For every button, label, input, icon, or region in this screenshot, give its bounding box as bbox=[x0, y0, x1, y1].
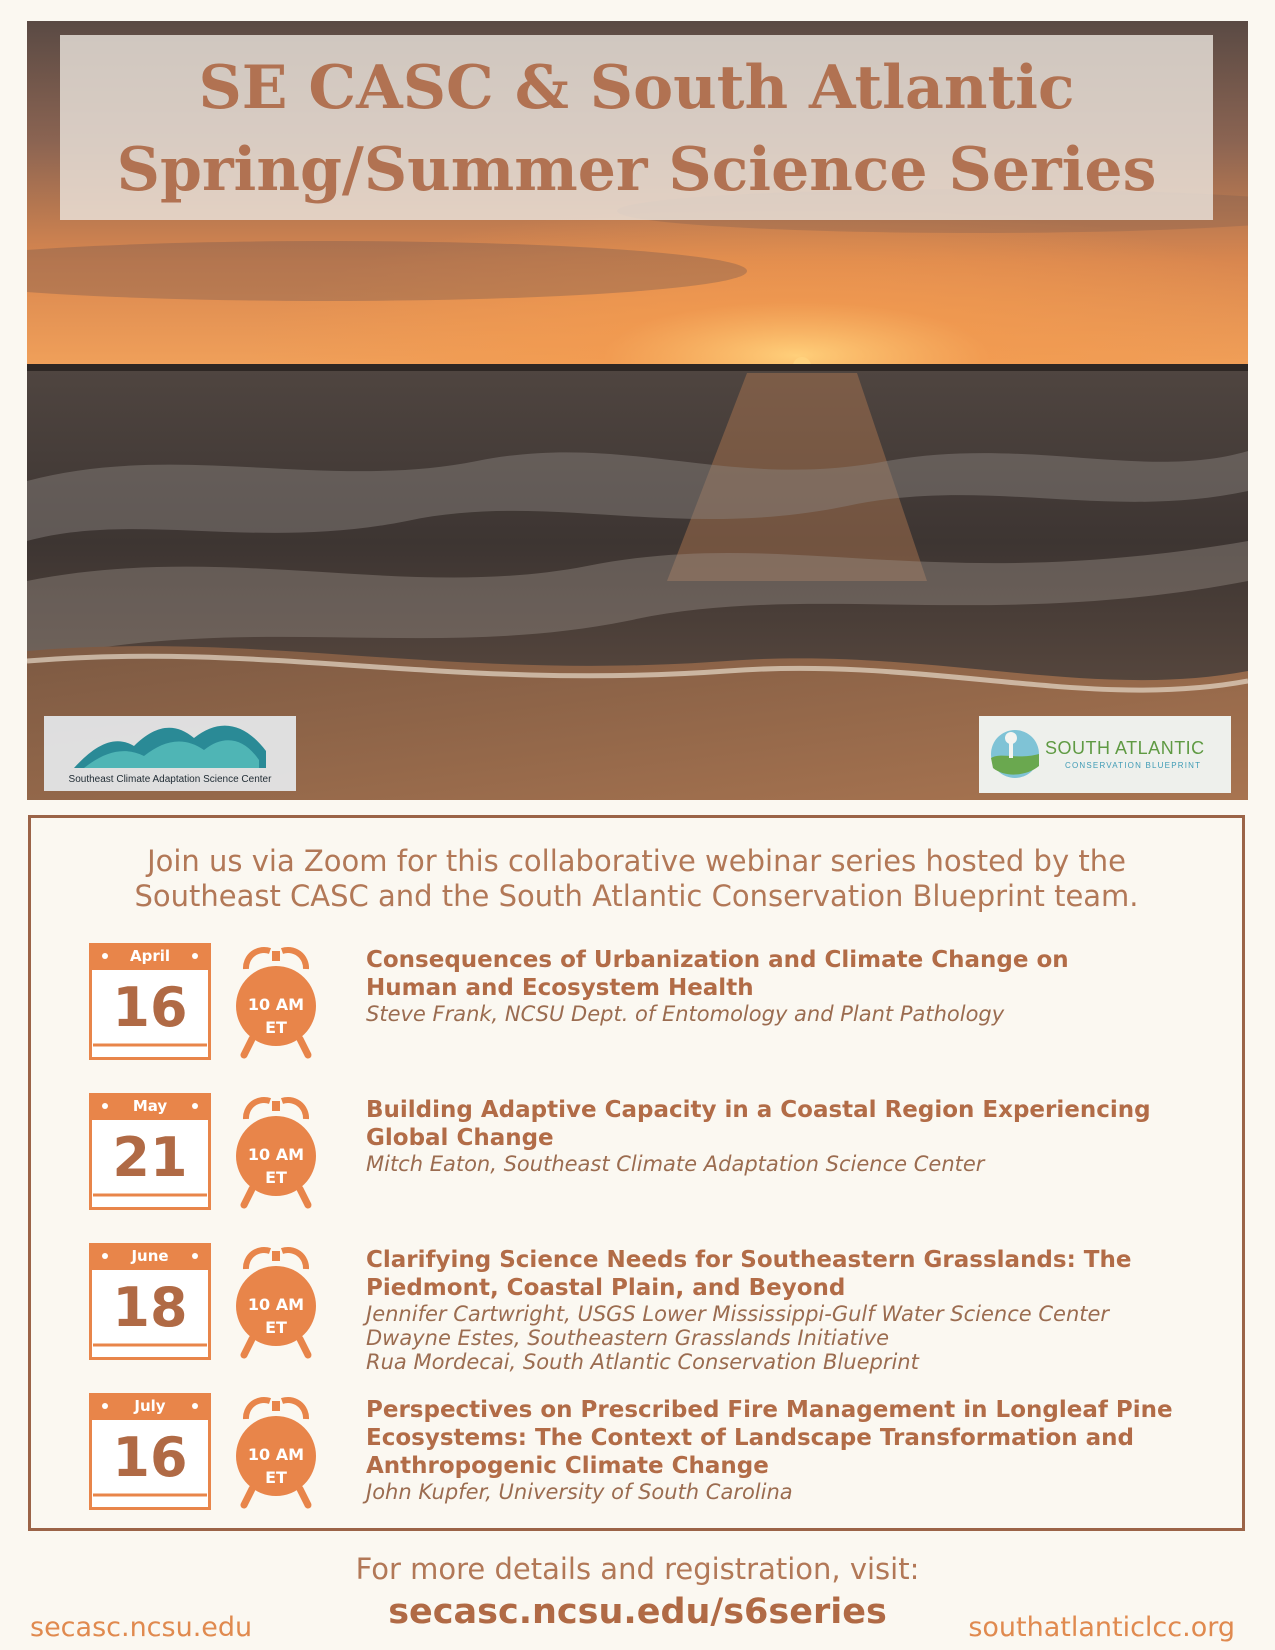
event-day: 16 bbox=[112, 976, 188, 1039]
alarm-clock-icon bbox=[236, 1241, 316, 1361]
event-title-line: Clarifying Science Needs for Southeastern Grasslands: The bbox=[366, 1247, 1132, 1273]
title-banner bbox=[60, 35, 1213, 220]
event-timezone: ET bbox=[265, 1468, 287, 1487]
intro-text bbox=[31, 844, 1242, 914]
intro-line-2: Southeast CASC and the South Atlantic Conservation Blueprint team. bbox=[134, 879, 1139, 913]
event-title-line: Piedmont, Coastal Plain, and Beyond bbox=[366, 1275, 846, 1301]
event-item bbox=[31, 1243, 1242, 1383]
event-title bbox=[366, 1396, 1196, 1480]
event-timezone: ET bbox=[265, 1018, 287, 1037]
south-atlantic-subtitle: CONSERVATION BLUEPRINT bbox=[1065, 761, 1202, 770]
event-speaker: Jennifer Cartwright, USGS Lower Mississippi-Gulf Water Science Center bbox=[366, 1302, 1110, 1326]
alarm-clock-icon bbox=[236, 1391, 316, 1511]
south-atlantic-title: SOUTH ATLANTIC bbox=[1045, 738, 1205, 758]
calendar-icon bbox=[89, 1093, 211, 1210]
event-time: 10 AM bbox=[247, 1145, 305, 1164]
event-title-line: Building Adaptive Capacity in a Coastal Region Experiencing bbox=[366, 1097, 1151, 1123]
event-item bbox=[31, 1393, 1242, 1533]
event-speaker: Steve Frank, NCSU Dept. of Entomology and Plant Pathology bbox=[366, 1002, 1005, 1026]
event-time: 10 AM bbox=[247, 1295, 305, 1314]
event-timezone: ET bbox=[265, 1168, 287, 1187]
event-speaker: John Kupfer, University of South Carolina bbox=[366, 1480, 793, 1504]
event-title bbox=[366, 1096, 1196, 1152]
event-month: June bbox=[131, 1247, 169, 1265]
secasc-url-link[interactable]: secasc.ncsu.edu bbox=[30, 1612, 253, 1643]
event-title-line: Consequences of Urbanization and Climate Change on bbox=[366, 947, 1069, 973]
alarm-clock-icon bbox=[236, 1091, 316, 1211]
calendar-icon bbox=[89, 1243, 211, 1360]
event-month: July bbox=[134, 1397, 166, 1415]
event-title-line: Anthropogenic Climate Change bbox=[366, 1453, 769, 1479]
secasc-logo bbox=[44, 716, 296, 791]
event-month: April bbox=[129, 947, 171, 965]
southatlantic-url-link[interactable]: southatlanticlcc.org bbox=[968, 1612, 1235, 1643]
event-item bbox=[31, 1093, 1242, 1233]
wave-mountains-icon bbox=[44, 716, 296, 776]
alarm-clock-icon bbox=[236, 941, 316, 1061]
event-title-line: Ecosystems: The Context of Landscape Transformation and bbox=[366, 1425, 1135, 1451]
event-item bbox=[31, 943, 1242, 1083]
event-speaker: Dwayne Estes, Southeastern Grasslands Initiative bbox=[366, 1326, 890, 1350]
event-day: 16 bbox=[112, 1426, 188, 1489]
event-day: 18 bbox=[112, 1276, 188, 1339]
title-line-2: Spring/Summer Science Series bbox=[116, 135, 1157, 205]
event-speaker: Mitch Eaton, Southeast Climate Adaptation Science Center bbox=[366, 1152, 985, 1176]
south-atlantic-logo bbox=[979, 716, 1231, 793]
blueprint-emblem-icon bbox=[987, 726, 1043, 782]
secasc-logo-caption: Southeast Climate Adaptation Science Center bbox=[68, 774, 272, 785]
event-time: 10 AM bbox=[247, 995, 305, 1014]
schedule-frame bbox=[28, 815, 1245, 1531]
event-time: 10 AM bbox=[247, 1445, 305, 1464]
event-title-line: Perspectives on Prescribed Fire Management in Longleaf Pine bbox=[366, 1397, 1173, 1423]
event-title-line: Human and Ecosystem Health bbox=[366, 975, 754, 1001]
event-speaker: Rua Mordecai, South Atlantic Conservation Blueprint bbox=[366, 1350, 919, 1374]
event-title-line: Global Change bbox=[366, 1125, 554, 1151]
footer-lead-text: For more details and registration, visit: bbox=[355, 1552, 920, 1586]
event-month: May bbox=[132, 1097, 168, 1115]
title-line-1: SE CASC & South Atlantic bbox=[198, 53, 1075, 123]
event-title bbox=[366, 1246, 1196, 1302]
event-title bbox=[366, 946, 1196, 1002]
event-day: 21 bbox=[112, 1126, 188, 1189]
calendar-icon bbox=[89, 1393, 211, 1510]
event-timezone: ET bbox=[265, 1318, 287, 1337]
calendar-icon bbox=[89, 943, 211, 1060]
intro-line-1: Join us via Zoom for this collaborative webinar series hosted by the bbox=[147, 844, 1126, 878]
registration-link[interactable]: secasc.ncsu.edu/s6series bbox=[388, 1592, 887, 1632]
hero-photo bbox=[27, 21, 1248, 800]
